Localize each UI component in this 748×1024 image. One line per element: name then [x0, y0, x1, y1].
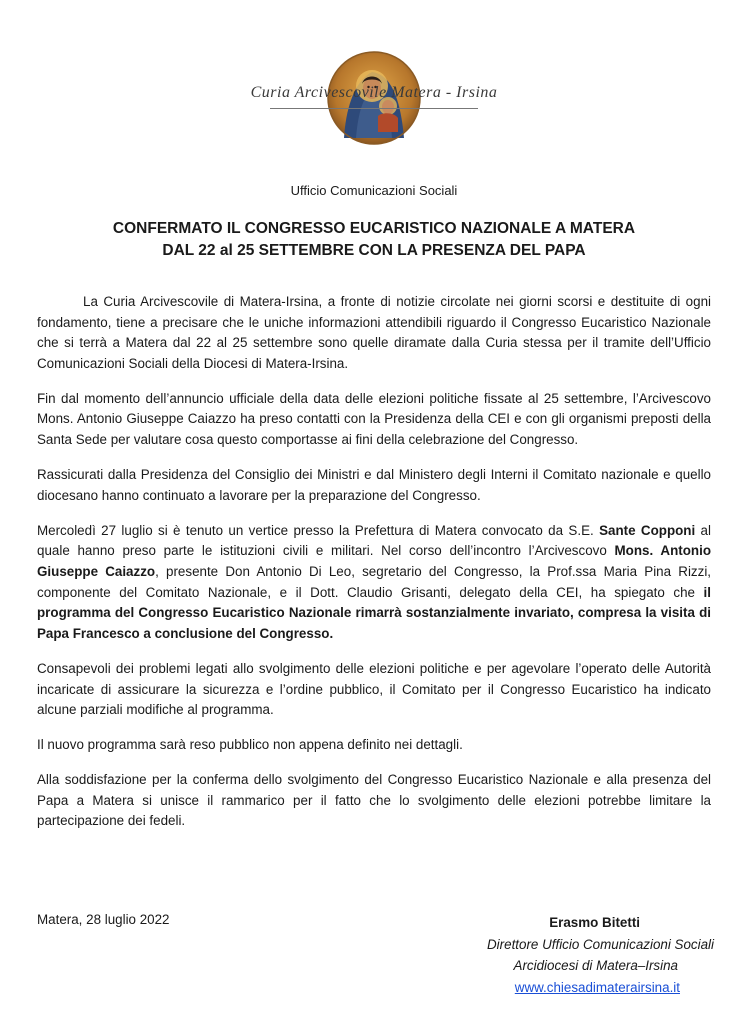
p4-text-c: al quale hanno preso parte le istituzioni civili e militari. Nel corso dell’incontro l’Arcivescovo	[37, 522, 711, 559]
paragraph-6: Il nuovo programma sarà reso pubblico non appena definito nei dettagli.	[37, 737, 463, 753]
headline-line-1: CONFERMATO IL CONGRESSO EUCARISTICO NAZIONALE A MATERA	[112, 220, 636, 237]
archbishop-name: Mons. Antonio Giuseppe Caiazzo	[37, 543, 711, 580]
p4-text-e: , presente Don Antonio Di Leo, segretario del Congresso, la Prof.ssa Maria Pina Rizzi, componente del Comitato Nazionale, e il Dott. Claudio Grisanti, delegato della CEI, ha spiegato che	[37, 564, 712, 600]
headline-line-2: DAL 22 al 25 SETTEMBRE CON LA PRESENZA DEL PAPA	[162, 242, 586, 259]
signer-name: Erasmo Bitetti	[549, 915, 640, 930]
signer-organization: Arcidiocesi di Matera–Irsina	[513, 958, 678, 973]
signature-block	[380, 912, 714, 998]
program-statement: il programma del Congresso Eucaristico Nazionale rimarrà sostanzialmente invariato, compresa la visita di Papa Francesco a conclusione del Congresso.	[37, 584, 711, 641]
headline	[0, 218, 748, 262]
paragraph-4	[37, 521, 711, 645]
paragraph-5: Consapevoli dei problemi legati allo svolgimento delle elezioni politiche e per agevolare l’operato delle Autorità incaricate di assicurare la sicurezza e l’ordine pubblico, il Comitato per il Congresso Eucaristico ha indicato alcune parziali modifiche al programma.	[37, 660, 711, 718]
signer-role: Direttore Ufficio Comunicazioni Sociali	[487, 936, 714, 952]
body-text	[37, 292, 711, 847]
paragraph-1: La Curia Arcivescovile di Matera-Irsina, a fronte di notizie circolate nei giorni scorsi e destituite di ogni fondamento, tiene a precisare che le uniche informazioni attendibili riguardo il Congresso Eucaristico Nazionale che si terrà a Matera dal 22 al 25 settembre sono quelle diramate dalla Curia stessa per il tramite dell’Ufficio Comunicazioni Sociali della Diocesi di Matera-Irsina.	[37, 294, 711, 371]
website-link[interactable]: www.chiesadimaterairsina.it	[514, 979, 680, 995]
paragraph-3: Rassicurati dalla Presidenza del Consiglio dei Ministri e dal Ministero degli Interni il Comitato nazionale e quello diocesano hanno continuato a lavorare per la preparazione del Congresso.	[37, 467, 711, 503]
p4-text-a: Mercoledì 27 luglio si è tenuto un vertice presso la Prefettura di Matera convocato da S.E.	[37, 522, 600, 538]
prefect-name: Sante Copponi	[599, 522, 696, 538]
paragraph-2: Fin dal momento dell’annuncio ufficiale della data delle elezioni politiche fissate al 25 settembre, l’Arcivescovo Mons. Antonio Giuseppe Caiazzo ha preso contatti con la Presidenza della CEI e con gli organismi preposti della Santa Sede per valutare cosa questo comportasse ai fini della celebrazione del Congresso.	[37, 390, 711, 448]
date-line: Matera, 28 luglio 2022	[37, 912, 170, 927]
office-name: Ufficio Comunicazioni Sociali	[290, 183, 458, 198]
logo-divider	[270, 108, 478, 109]
paragraph-7: Alla soddisfazione per la conferma dello svolgimento del Congresso Eucaristico Nazionale e alla presenza del Papa a Matera si unisce il rammarico per il fatto che lo svolgimento delle elezioni potrebbe limitare la partecipazione dei fedeli.	[37, 772, 711, 829]
logo-text: Curia Arcivescovile Matera - Irsina	[250, 84, 498, 101]
